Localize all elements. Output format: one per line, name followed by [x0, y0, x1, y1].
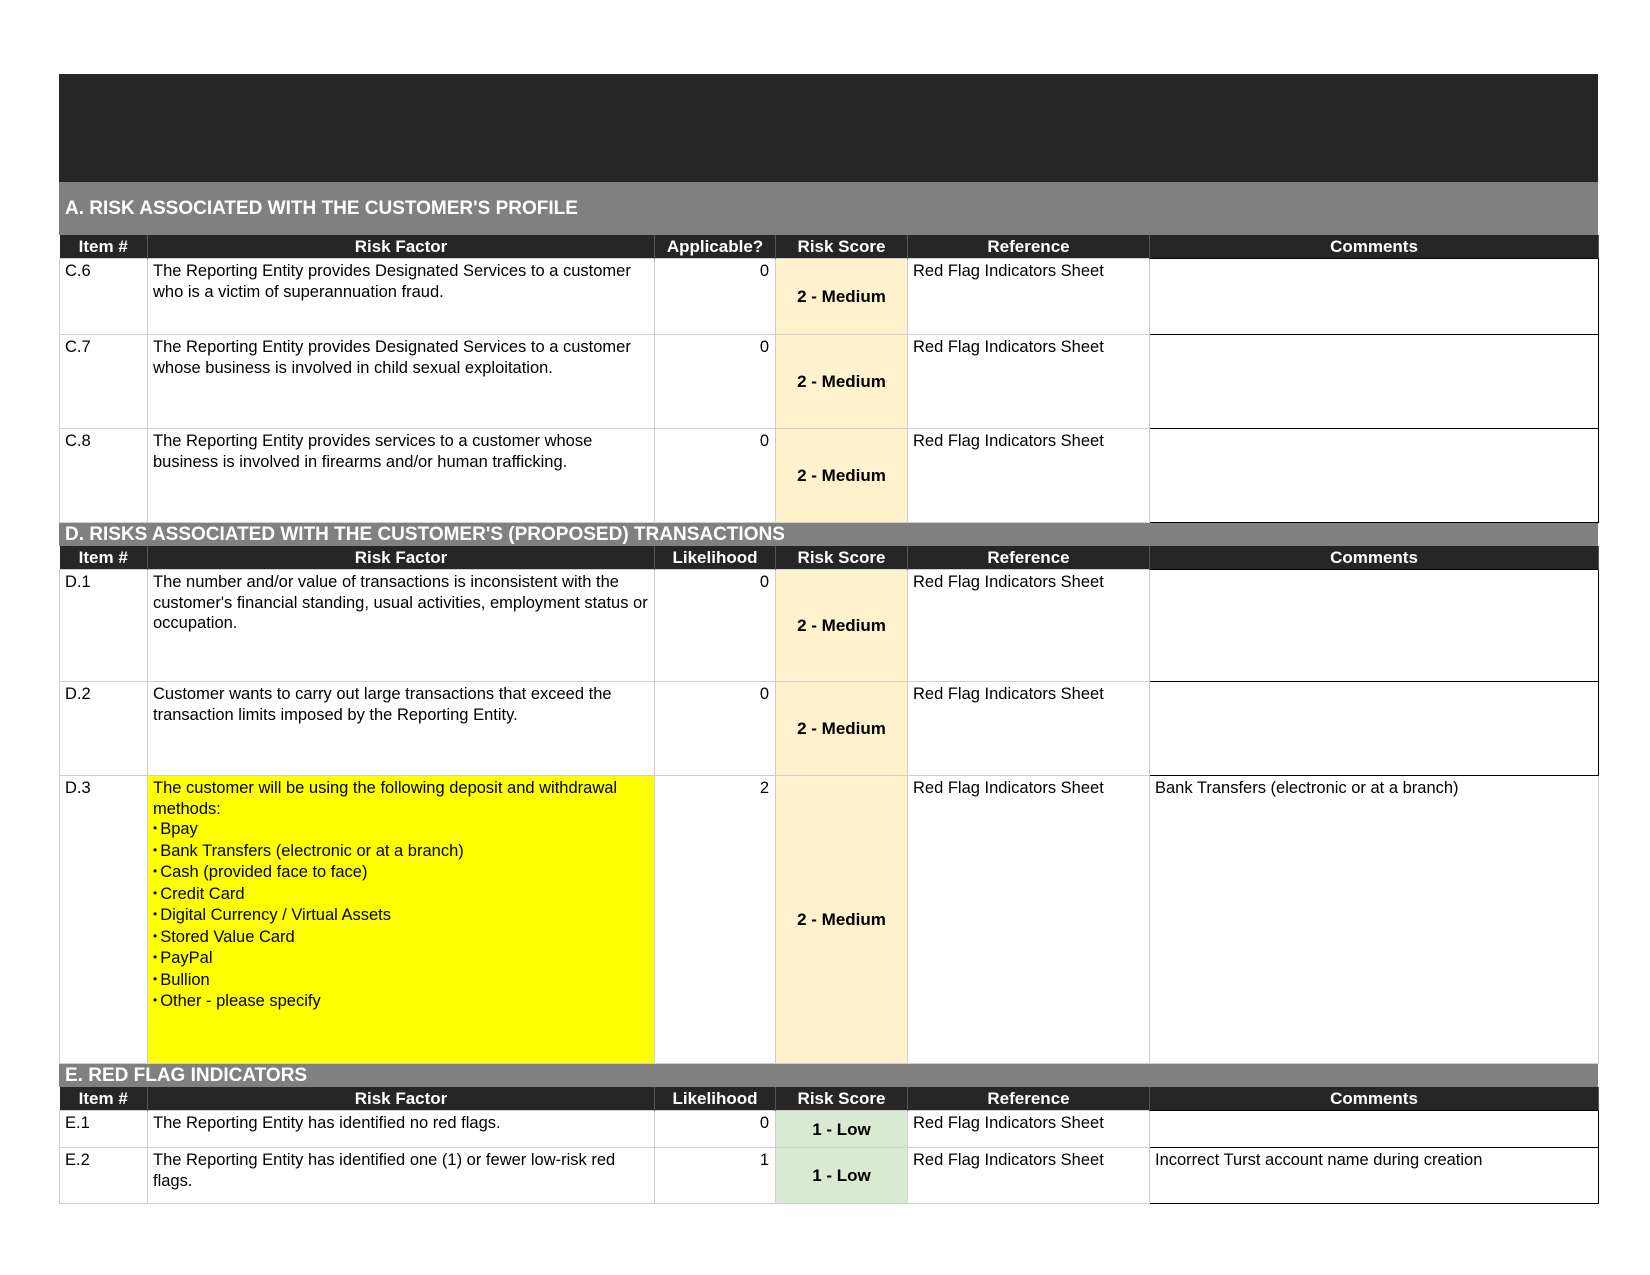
section-d-table [59, 546, 1599, 1064]
likelihood-cell[interactable]: 0 [655, 1111, 776, 1148]
column-header-applicable: Applicable? [655, 235, 776, 259]
column-header-comments: Comments [1150, 235, 1599, 259]
risk-score-cell: 2 - Medium [776, 776, 908, 1064]
table-row [60, 259, 1599, 335]
risk-factor-cell: Customer wants to carry out large transactions that exceed the transaction limits imposed by the Reporting Entity. [148, 682, 655, 776]
list-item: • Stored Value Card [153, 927, 649, 949]
reference-cell: Red Flag Indicators Sheet [908, 335, 1150, 429]
risk-score-cell: 2 - Medium [776, 682, 908, 776]
header-banner [59, 74, 1598, 182]
column-header-risk-score: Risk Score [776, 1087, 908, 1111]
risk-factor-cell: The Reporting Entity provides Designated Services to a customer whose business is involved in child sexual exploitation. [148, 335, 655, 429]
risk-factor-cell: The Reporting Entity has identified no red flags. [148, 1111, 655, 1148]
risk-factor-cell [148, 776, 655, 1064]
comment-cell[interactable]: Bank Transfers (electronic or at a branch) [1150, 776, 1599, 1064]
list-item: • Cash (provided face to face) [153, 862, 649, 884]
risk-score-cell: 1 - Low [776, 1111, 908, 1148]
column-header-comments: Comments [1150, 1087, 1599, 1111]
risk-score-cell: 2 - Medium [776, 429, 908, 523]
section-d-title: D. RISKS ASSOCIATED WITH THE CUSTOMER'S (PROPOSED) TRANSACTIONS [59, 523, 1598, 546]
column-header-likelihood: Likelihood [655, 1087, 776, 1111]
risk-factor-cell: The Reporting Entity provides Designated Services to a customer who is a victim of superannuation fraud. [148, 259, 655, 335]
table-row [60, 1111, 1599, 1148]
reference-cell: Red Flag Indicators Sheet [908, 429, 1150, 523]
column-header-risk-score: Risk Score [776, 546, 908, 570]
likelihood-cell[interactable]: 0 [655, 682, 776, 776]
likelihood-cell[interactable]: 1 [655, 1148, 776, 1204]
item-cell: D.2 [60, 682, 148, 776]
table-row [60, 776, 1599, 1064]
reference-cell: Red Flag Indicators Sheet [908, 259, 1150, 335]
applicable-cell[interactable]: 0 [655, 429, 776, 523]
methods-intro: The customer will be using the following deposit and withdrawal methods: [153, 779, 618, 818]
risk-factor-cell: The number and/or value of transactions is inconsistent with the customer's financial standing, usual activities, employment status or occupation. [148, 570, 655, 682]
column-header-comments: Comments [1150, 546, 1599, 570]
table-row [60, 570, 1599, 682]
comment-cell[interactable] [1150, 570, 1599, 682]
applicable-cell[interactable]: 0 [655, 259, 776, 335]
reference-cell: Red Flag Indicators Sheet [908, 1148, 1150, 1204]
section-e-title: E. RED FLAG INDICATORS [59, 1064, 1598, 1087]
table-header-row [60, 546, 1599, 570]
risk-score-cell: 2 - Medium [776, 335, 908, 429]
column-header-reference: Reference [908, 546, 1150, 570]
list-item: • Bpay [153, 819, 649, 841]
table-row [60, 335, 1599, 429]
list-item: • Bank Transfers (electronic or at a branch) [153, 841, 649, 863]
column-header-item: Item # [60, 546, 148, 570]
item-cell: D.3 [60, 776, 148, 1064]
item-cell: C.6 [60, 259, 148, 335]
column-header-item: Item # [60, 1087, 148, 1111]
comment-cell[interactable] [1150, 259, 1599, 335]
risk-score-cell: 2 - Medium [776, 570, 908, 682]
table-header-row [60, 235, 1599, 259]
risk-score-cell: 2 - Medium [776, 259, 908, 335]
list-item: • PayPal [153, 948, 649, 970]
column-header-likelihood: Likelihood [655, 546, 776, 570]
list-item: • Bullion [153, 970, 649, 992]
table-row [60, 429, 1599, 523]
column-header-item: Item # [60, 235, 148, 259]
section-a-table [59, 235, 1599, 523]
reference-cell: Red Flag Indicators Sheet [908, 682, 1150, 776]
comment-cell[interactable] [1150, 1111, 1599, 1148]
methods-list [153, 819, 649, 1013]
list-item: • Credit Card [153, 884, 649, 906]
likelihood-cell[interactable]: 0 [655, 570, 776, 682]
risk-factor-cell: The Reporting Entity has identified one (1) or fewer low-risk red flags. [148, 1148, 655, 1204]
column-header-risk-factor: Risk Factor [148, 235, 655, 259]
list-item: • Other - please specify [153, 991, 649, 1013]
item-cell: E.1 [60, 1111, 148, 1148]
table-header-row [60, 1087, 1599, 1111]
likelihood-cell[interactable]: 2 [655, 776, 776, 1064]
item-cell: E.2 [60, 1148, 148, 1204]
reference-cell: Red Flag Indicators Sheet [908, 776, 1150, 1064]
item-cell: D.1 [60, 570, 148, 682]
table-row [60, 682, 1599, 776]
item-cell: C.8 [60, 429, 148, 523]
column-header-reference: Reference [908, 235, 1150, 259]
reference-cell: Red Flag Indicators Sheet [908, 570, 1150, 682]
section-a-title: A. RISK ASSOCIATED WITH THE CUSTOMER'S PROFILE [59, 182, 1598, 235]
risk-score-cell: 1 - Low [776, 1148, 908, 1204]
comment-cell[interactable] [1150, 429, 1599, 523]
list-item: • Digital Currency / Virtual Assets [153, 905, 649, 927]
comment-cell[interactable]: Incorrect Turst account name during creation [1150, 1148, 1599, 1204]
comment-cell[interactable] [1150, 335, 1599, 429]
item-cell: C.7 [60, 335, 148, 429]
column-header-risk-score: Risk Score [776, 235, 908, 259]
section-e-table [59, 1087, 1599, 1204]
table-row [60, 1148, 1599, 1204]
applicable-cell[interactable]: 0 [655, 335, 776, 429]
column-header-risk-factor: Risk Factor [148, 1087, 655, 1111]
column-header-reference: Reference [908, 1087, 1150, 1111]
risk-factor-cell: The Reporting Entity provides services to a customer whose business is involved in firearms and/or human trafficking. [148, 429, 655, 523]
column-header-risk-factor: Risk Factor [148, 546, 655, 570]
reference-cell: Red Flag Indicators Sheet [908, 1111, 1150, 1148]
comment-cell[interactable] [1150, 682, 1599, 776]
risk-assessment-sheet [59, 74, 1598, 1204]
